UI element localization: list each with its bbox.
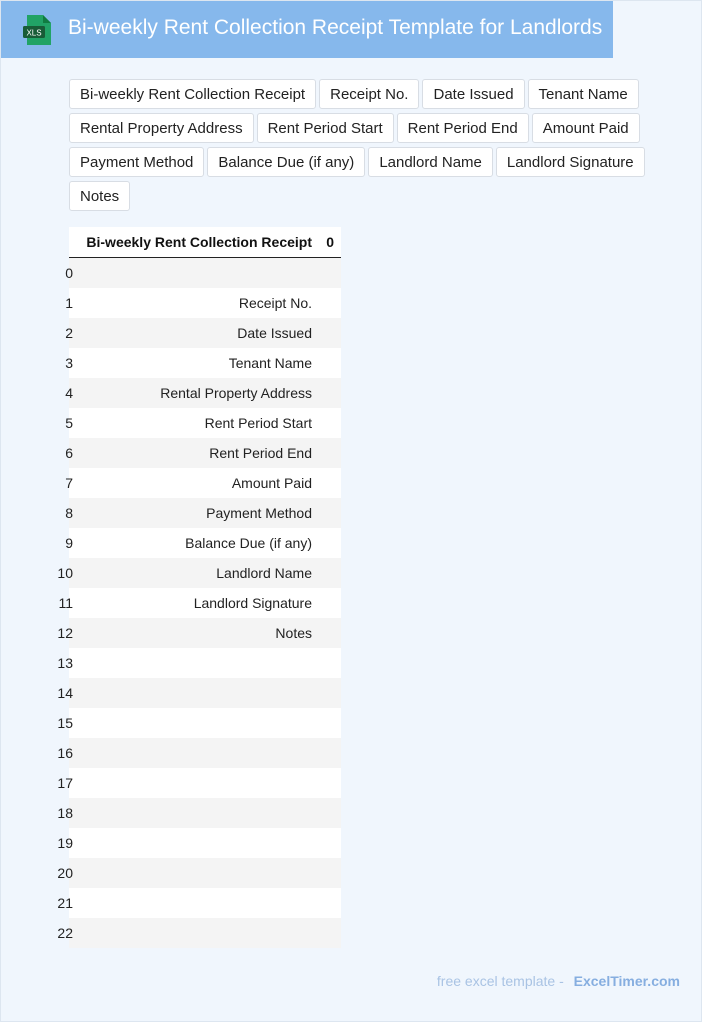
table-row bbox=[65, 348, 341, 378]
field-tag[interactable]: Bi-weekly Rent Collection Receipt bbox=[69, 79, 316, 109]
row-index: 1 bbox=[65, 295, 73, 311]
table-row bbox=[57, 708, 341, 738]
row-index: 8 bbox=[65, 505, 73, 521]
row-value: Rental Property Address bbox=[160, 385, 312, 401]
row-index: 12 bbox=[57, 625, 73, 641]
row-index: 9 bbox=[65, 535, 73, 551]
footer-credit bbox=[437, 973, 680, 989]
row-index: 18 bbox=[57, 805, 73, 821]
table-row bbox=[57, 678, 341, 708]
row-index: 16 bbox=[57, 745, 73, 761]
table-row bbox=[57, 558, 341, 588]
field-tag[interactable]: Notes bbox=[69, 181, 130, 211]
table-header bbox=[69, 227, 341, 258]
row-value: Tenant Name bbox=[228, 355, 312, 371]
row-value: Date Issued bbox=[237, 325, 312, 341]
row-index: 22 bbox=[57, 925, 73, 941]
footer-prefix: free excel template - bbox=[436, 973, 564, 989]
row-index: 3 bbox=[65, 355, 73, 371]
row-value: Amount Paid bbox=[231, 475, 312, 491]
row-index: 0 bbox=[65, 265, 73, 281]
row-index: 17 bbox=[57, 775, 73, 791]
footer-brand-link[interactable]: ExcelTimer.com bbox=[573, 973, 680, 989]
table-row bbox=[65, 438, 341, 468]
row-value: Balance Due (if any) bbox=[185, 535, 312, 551]
table-row bbox=[65, 318, 341, 348]
table-row bbox=[65, 468, 341, 498]
table-row bbox=[57, 828, 341, 858]
row-value: Payment Method bbox=[206, 505, 312, 521]
table-row bbox=[65, 378, 341, 408]
row-value: Receipt No. bbox=[238, 295, 312, 311]
row-index: 19 bbox=[57, 835, 73, 851]
field-tag[interactable]: Landlord Name bbox=[368, 147, 493, 177]
table-row bbox=[65, 258, 341, 288]
xls-file-icon bbox=[23, 15, 51, 45]
row-index: 11 bbox=[58, 595, 73, 611]
row-value: Notes bbox=[275, 625, 312, 641]
row-index: 5 bbox=[65, 415, 73, 431]
row-value: Landlord Name bbox=[216, 565, 312, 581]
row-index: 2 bbox=[65, 325, 73, 341]
field-tag[interactable]: Date Issued bbox=[422, 79, 524, 109]
table-row bbox=[57, 858, 341, 888]
field-tag-list bbox=[69, 79, 649, 211]
table-row bbox=[57, 618, 341, 648]
preview-table bbox=[57, 227, 341, 948]
row-index: 4 bbox=[65, 385, 73, 401]
field-tag[interactable]: Tenant Name bbox=[528, 79, 639, 109]
table-row bbox=[57, 888, 341, 918]
field-tag[interactable]: Landlord Signature bbox=[496, 147, 645, 177]
table-row bbox=[65, 288, 341, 318]
table-row bbox=[57, 918, 341, 948]
row-index: 10 bbox=[57, 565, 73, 581]
field-tag[interactable]: Rental Property Address bbox=[69, 113, 254, 143]
page-title: Bi-weekly Rent Collection Receipt Template for Landlords bbox=[68, 16, 603, 39]
field-tag[interactable]: Amount Paid bbox=[532, 113, 640, 143]
row-index: 20 bbox=[57, 865, 73, 881]
field-tag[interactable]: Rent Period Start bbox=[257, 113, 394, 143]
field-tag[interactable]: Receipt No. bbox=[319, 79, 419, 109]
table-body bbox=[57, 258, 341, 948]
field-tag[interactable]: Rent Period End bbox=[397, 113, 529, 143]
field-tag[interactable]: Balance Due (if any) bbox=[207, 147, 365, 177]
table-row bbox=[65, 408, 341, 438]
field-tag[interactable]: Payment Method bbox=[69, 147, 204, 177]
xls-icon-label: XLS bbox=[26, 28, 42, 38]
row-index: 7 bbox=[65, 475, 73, 491]
table-row bbox=[57, 768, 341, 798]
table-row bbox=[58, 588, 341, 618]
row-index: 14 bbox=[57, 685, 73, 701]
table-row bbox=[57, 738, 341, 768]
row-index: 13 bbox=[57, 655, 73, 671]
table-header-value: 0 bbox=[326, 234, 334, 250]
table-header-label: Bi-weekly Rent Collection Receipt bbox=[86, 234, 312, 250]
table-row bbox=[65, 498, 341, 528]
table-row bbox=[57, 798, 341, 828]
row-value: Rent Period Start bbox=[204, 415, 312, 431]
table-row bbox=[65, 528, 341, 558]
row-index: 21 bbox=[57, 895, 73, 911]
table-row bbox=[57, 648, 341, 678]
row-value: Rent Period End bbox=[209, 445, 312, 461]
row-index: 15 bbox=[57, 715, 73, 731]
title-bar bbox=[1, 1, 613, 58]
row-index: 6 bbox=[65, 445, 73, 461]
row-value: Landlord Signature bbox=[193, 595, 312, 611]
